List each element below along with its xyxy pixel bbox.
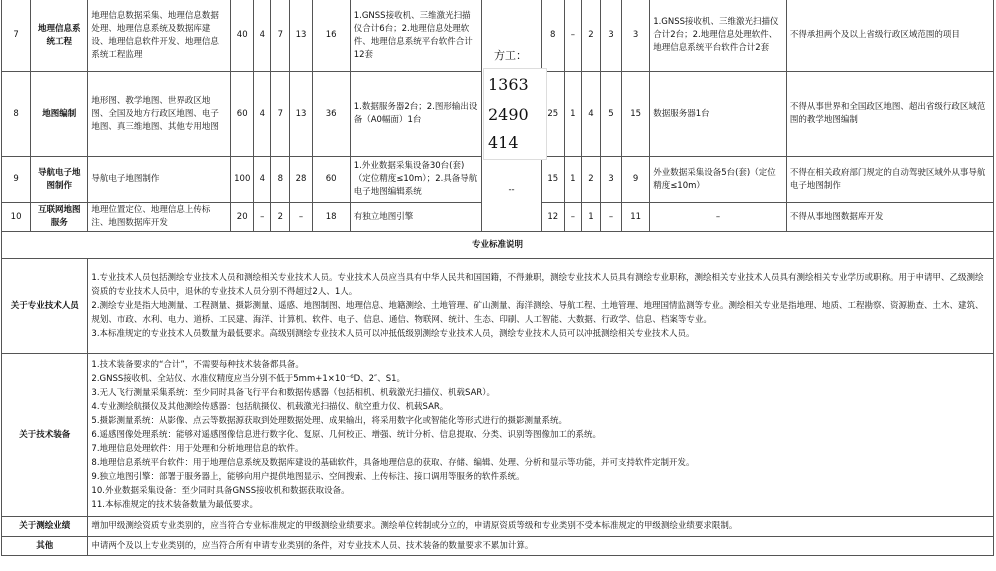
note-content: 申请两个及以上专业类别的，应当符合所有申请专业类别的条件，对专业技术人员、技术装备的数量要求不累加计算。 xyxy=(88,537,994,556)
note-item: 10.外业数据采集设备：至少同时具备GNSS接收机和数据获取设备。 xyxy=(91,486,350,496)
category-name: 互联网地图服务 xyxy=(31,203,88,232)
handwritten-overlay-note xyxy=(483,49,547,160)
staff-count-a1: 40 xyxy=(231,0,254,72)
staff-count-b5: 11 xyxy=(622,203,650,232)
note-item: 2.测绘专业是指大地测量、工程测量、摄影测量、遥感、地图制图、地理信息、地籍测绘、土地管理、矿山测量、海洋测绘、导航工程、土地管理、地理国情监测等专业。测绘相关专业是指地理、地质、工程勘察、资源勘查、土木、建筑、规划、市政、水利、电力、道桥、工民建、海洋、计算机、软件、电子、信息、通信、物联网、统计、生态、印刷、人工智能、大数据、行政学、信息、档案等专业。 xyxy=(91,301,984,325)
equipment-grade-a: 1.外业数据采集设备30台(套)（定位精度≤10m）；2.具备导航电子地图编辑系统 xyxy=(350,157,482,203)
note-label: 其他 xyxy=(2,537,88,556)
note-item: 11.本标准规定的技术装备数量为最低要求。 xyxy=(91,500,258,510)
staff-count-a1: 60 xyxy=(231,72,254,157)
note-item: 1.专业技术人员包括测绘专业技术人员和测绘相关专业技术人员。专业技术人员应当具有中华人民共和国国籍，不得兼职，测绘专业技术人员具有测绘专业职称，测绘相关专业技术人员具有测绘相关专业学历或职称。用于申请甲、乙级测绘资质的专业技术人员中，退休的专业技术人员分别不得超过2人、1人。 xyxy=(91,273,984,297)
equipment-grade-b: 外业数据采集设备5台(套)（定位精度≤10m） xyxy=(650,157,787,203)
note-item: 7.地理信息处理软件：用于处理和分析地理信息的软件。 xyxy=(91,444,304,454)
staff-count-a2: 4 xyxy=(254,0,271,72)
note-item: 3.本标准规定的专业技术人员数量为最低要求。高级别测绘专业技术人员可以冲抵低级别测绘专业技术人员，测绘专业技术人员可以冲抵测绘相关专业技术人员。 xyxy=(91,329,695,339)
staff-count-a4: – xyxy=(290,203,312,232)
note-label: 关于测绘业绩 xyxy=(2,517,88,537)
staff-count-b1: 15 xyxy=(541,157,564,203)
equipment-grade-b: 数据服务器1台 xyxy=(650,72,787,157)
restriction-text: 不得从事地图数据库开发 xyxy=(786,203,993,232)
equipment-grade-b: 1.GNSS接收机、三维激光扫描仪合计2台；2.地理信息处理软件、地理信息系统平台软件合计2套 xyxy=(650,0,787,72)
staff-count-a1: 100 xyxy=(231,157,254,203)
note-item: 1.技术装备要求的“合计”，不需要每种技术装备都具备。 xyxy=(91,360,304,370)
staff-count-b1: 12 xyxy=(541,203,564,232)
staff-count-b5: 3 xyxy=(622,0,650,72)
staff-count-b3: 2 xyxy=(581,0,600,72)
row-number: 7 xyxy=(2,0,31,72)
overlay-number: 2490 xyxy=(488,105,529,124)
staff-count-b5: 9 xyxy=(622,157,650,203)
equipment-grade-b: – xyxy=(650,203,787,232)
staff-count-b2: 1 xyxy=(564,72,581,157)
note-item: 4.专业测绘航摄仪及其他测绘传感器：包括航摄仪、机载激光扫描仪、航空重力仪、机载SAR。 xyxy=(91,402,449,412)
staff-count-a4: 13 xyxy=(290,0,312,72)
staff-count-b1: 25 xyxy=(541,72,564,157)
staff-count-a3: 7 xyxy=(271,72,290,157)
staff-count-b3: 1 xyxy=(581,203,600,232)
staff-count-a4: 13 xyxy=(290,72,312,157)
note-item: 2.GNSS接收机、全站仪、水准仪精度应当分别不低于5mm+1×10⁻⁶D、2″、S1。 xyxy=(91,374,406,384)
staff-count-b3: 2 xyxy=(581,157,600,203)
note-label: 关于专业技术人员 xyxy=(2,259,88,354)
note-content xyxy=(88,259,994,354)
note-row-staff xyxy=(2,259,994,354)
restriction-text: 不得承担两个及以上省级行政区域范围的项目 xyxy=(786,0,993,72)
staff-count-a2: 4 xyxy=(254,157,271,203)
staff-count-b4: 5 xyxy=(600,72,621,157)
staff-count-b4: 3 xyxy=(600,157,621,203)
staff-count-a3: 8 xyxy=(271,157,290,203)
row-number: 8 xyxy=(2,72,31,157)
dash-mark: -- xyxy=(508,185,515,195)
staff-count-b4: – xyxy=(600,203,621,232)
overlay-number: 1363 xyxy=(488,75,529,94)
staff-count-a1: 20 xyxy=(231,203,254,232)
staff-count-a5: 18 xyxy=(312,203,350,232)
staff-count-a5: 60 xyxy=(312,157,350,203)
staff-count-a5: 36 xyxy=(312,72,350,157)
note-content: 增加甲级测绘资质专业类别的，应当符合专业标准规定的甲级测绘业绩要求。测绘单位转制或分立的，申请原资质等级和专业类别不受本标准规定的甲级测绘业绩要求限制。 xyxy=(88,517,994,537)
note-item: 8.地理信息系统平台软件：用于地理信息系统及数据库建设的基础软件，具备地理信息的获取、存储、编辑、处理、分析和显示等功能，并可支持软件定制开发。 xyxy=(91,458,695,468)
staff-count-a3: 7 xyxy=(271,0,290,72)
business-scope: 导航电子地图制作 xyxy=(88,157,231,203)
equipment-grade-a: 1.数据服务器2台；2.图形输出设备（A0幅面）1台 xyxy=(350,72,482,157)
note-row-equipment xyxy=(2,354,994,517)
restriction-text: 不得从事世界和全国政区地图、超出省级行政区域范围的教学地图编制 xyxy=(786,72,993,157)
section-title: 专业标准说明 xyxy=(2,232,994,259)
note-label: 关于技术装备 xyxy=(2,354,88,517)
note-row-other xyxy=(2,537,994,556)
staff-count-b5: 15 xyxy=(622,72,650,157)
staff-count-b1: 8 xyxy=(541,0,564,72)
staff-count-b2: – xyxy=(564,0,581,72)
staff-count-a2: – xyxy=(254,203,271,232)
staff-count-b3: 4 xyxy=(581,72,600,157)
note-item: 3.无人飞行测量采集系统：至少同时具备飞行平台和数据传感器（包括相机、机载激光扫描仪、机载SAR）。 xyxy=(91,388,496,398)
row-number: 10 xyxy=(2,203,31,232)
staff-count-a5: 16 xyxy=(312,0,350,72)
staff-count-b4: 3 xyxy=(600,0,621,72)
equipment-grade-a: 1.GNSS接收机、三维激光扫描仪合计6台；2.地理信息处理软件、地理信息系统平台软件合计12套 xyxy=(350,0,482,72)
category-name: 地理信息系统工程 xyxy=(31,0,88,72)
note-item: 6.遥感图像处理系统：能够对遥感图像信息进行数字化、复原、几何校正、增强、统计分析、信息提取、分类、识别等图像加工的系统。 xyxy=(91,430,602,440)
note-item: 9.独立地图引擎：部署于服务器上，能够向用户提供地图显示、空间搜索、上传标注、接口调用等服务的软件系统。 xyxy=(91,472,525,482)
category-name: 导航电子地图制作 xyxy=(31,157,88,203)
note-content xyxy=(88,354,994,517)
section-header-row xyxy=(2,232,994,259)
overlay-label: 方工： xyxy=(494,49,527,62)
staff-count-a2: 4 xyxy=(254,72,271,157)
note-row-performance xyxy=(2,517,994,537)
business-scope: 地理信息数据采集、地理信息数据处理、地理信息系统及数据库建设、地理信息软件开发、地理信息系统工程监理 xyxy=(88,0,231,72)
category-name: 地图编制 xyxy=(31,72,88,157)
staff-count-b2: 1 xyxy=(564,157,581,203)
overlay-number: 414 xyxy=(488,133,519,152)
staff-count-a4: 28 xyxy=(290,157,312,203)
business-scope: 地理位置定位、地理信息上传标注、地图数据库开发 xyxy=(88,203,231,232)
note-item: 5.摄影测量系统：从影像、点云等数据源获取到处理数据处理、成果输出，将采用数字化或智能化等形式进行的摄影测量系统。 xyxy=(91,416,568,426)
equipment-grade-a: 有独立地图引擎 xyxy=(350,203,482,232)
staff-count-a3: 2 xyxy=(271,203,290,232)
business-scope: 地形图、教学地图、世界政区地图、全国及地方行政区地图、电子地图、真三维地图、其他专用地图 xyxy=(88,72,231,157)
staff-count-b2: – xyxy=(564,203,581,232)
restriction-text: 不得在相关政府部门规定的自动驾驶区域外从事导航电子地图制作 xyxy=(786,157,993,203)
row-number: 9 xyxy=(2,157,31,203)
